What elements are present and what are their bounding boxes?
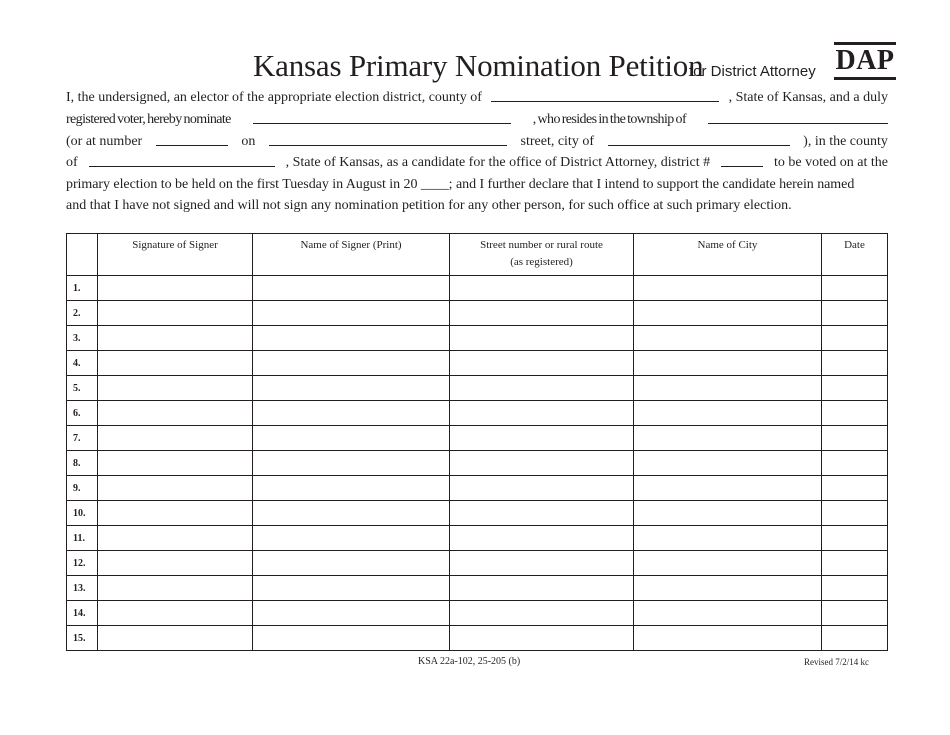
date-cell[interactable] [822,526,888,551]
date-cell[interactable] [822,451,888,476]
city-cell[interactable] [634,451,822,476]
row-number: 5. [67,376,98,401]
name-cell[interactable] [253,601,450,626]
row-number: 14. [67,601,98,626]
city-cell[interactable] [634,426,822,451]
signature-cell[interactable] [98,326,253,351]
table-row [67,501,888,526]
row-number: 13. [67,576,98,601]
table-row [67,326,888,351]
street-cell[interactable] [450,501,634,526]
table-row [67,426,888,451]
table-row [67,276,888,301]
declaration-line-4: of , State of Kansas, as a candidate for the office of District Attorney, district # to be voted on at the [66,155,888,170]
candidate-county-blank[interactable] [89,154,275,167]
nominee-name-blank[interactable] [253,111,511,124]
declaration-line-5: primary election to be held on the first Tuesday in August in 20 ____; and I further declare that I intend to support the candidate herein named [66,177,855,192]
date-cell[interactable] [822,626,888,651]
city-cell[interactable] [634,276,822,301]
row-number: 2. [67,301,98,326]
street-cell[interactable] [450,451,634,476]
district-number-blank[interactable] [721,154,763,167]
form-title: Kansas Primary Nomination Petition [253,48,704,83]
street-cell[interactable] [450,576,634,601]
table-row [67,476,888,501]
name-cell[interactable] [253,326,450,351]
date-cell[interactable] [822,551,888,576]
city-blank[interactable] [608,133,790,146]
signature-cell[interactable] [98,451,253,476]
signature-column-header: Signature of Signer [98,234,253,276]
name-cell[interactable] [253,276,450,301]
city-cell[interactable] [634,501,822,526]
table-row [67,626,888,651]
date-cell[interactable] [822,501,888,526]
date-cell[interactable] [822,426,888,451]
city-cell[interactable] [634,526,822,551]
street-cell[interactable] [450,326,634,351]
name-cell[interactable] [253,576,450,601]
county-blank[interactable] [491,89,719,102]
street-number-blank[interactable] [156,133,228,146]
table-row [67,301,888,326]
row-number: 12. [67,551,98,576]
declaration-line-3: (or at number on street, city of ), in the county [66,134,888,149]
street-cell[interactable] [450,376,634,401]
table-header-row [67,234,888,276]
signature-table [66,233,888,651]
declaration-line-2: registered voter, hereby nominate , who resides in the township of [66,111,888,129]
name-cell[interactable] [253,351,450,376]
name-cell[interactable] [253,301,450,326]
row-number: 15. [67,626,98,651]
row-number: 9. [67,476,98,501]
name-cell[interactable] [253,551,450,576]
row-number: 4. [67,351,98,376]
street-cell[interactable] [450,551,634,576]
street-column-header: Street number or rural route (as registered) [450,234,634,276]
row-number: 11. [67,526,98,551]
city-cell[interactable] [634,626,822,651]
declaration-line-6: and that I have not signed and will not sign any nomination petition for any other person, for such office at such primary election. [66,198,792,213]
street-cell[interactable] [450,476,634,501]
city-cell[interactable] [634,601,822,626]
date-cell[interactable] [822,601,888,626]
city-cell[interactable] [634,301,822,326]
date-cell[interactable] [822,401,888,426]
street-cell[interactable] [450,526,634,551]
signature-cell[interactable] [98,376,253,401]
form-subtitle: for District Attorney [689,63,816,80]
date-cell[interactable] [822,326,888,351]
street-cell[interactable] [450,626,634,651]
name-cell[interactable] [253,451,450,476]
city-cell[interactable] [634,401,822,426]
city-cell[interactable] [634,326,822,351]
name-cell[interactable] [253,401,450,426]
date-cell[interactable] [822,351,888,376]
date-cell[interactable] [822,276,888,301]
signature-cell[interactable] [98,526,253,551]
street-blank[interactable] [269,133,507,146]
city-cell[interactable] [634,551,822,576]
name-cell[interactable] [253,376,450,401]
name-cell[interactable] [253,626,450,651]
row-number: 8. [67,451,98,476]
table-row [67,376,888,401]
name-cell[interactable] [253,476,450,501]
table-row [67,401,888,426]
name-cell[interactable] [253,526,450,551]
street-cell[interactable] [450,276,634,301]
table-row [67,601,888,626]
signature-cell[interactable] [98,576,253,601]
street-cell[interactable] [450,301,634,326]
row-number: 1. [67,276,98,301]
signature-cell[interactable] [98,401,253,426]
declaration-line-1: I, the undersigned, an elector of the appropriate election district, county of , State of Kansas, and a duly [66,90,888,105]
township-blank[interactable] [708,111,888,124]
date-cell[interactable] [822,476,888,501]
table-row [67,576,888,601]
date-cell[interactable] [822,576,888,601]
street-cell[interactable] [450,351,634,376]
table-row [67,351,888,376]
row-number-header [67,234,98,276]
street-cell[interactable] [450,601,634,626]
statute-reference: KSA 22a-102, 25-205 (b) [418,656,521,667]
date-column-header: Date [822,234,888,276]
signature-cell[interactable] [98,476,253,501]
revision-note: Revised 7/2/14 kc [804,657,869,667]
date-cell[interactable] [822,376,888,401]
row-number: 7. [67,426,98,451]
street-cell[interactable] [450,401,634,426]
city-cell[interactable] [634,476,822,501]
signature-cell[interactable] [98,426,253,451]
table-row [67,526,888,551]
signature-cell[interactable] [98,501,253,526]
name-column-header: Name of Signer (Print) [253,234,450,276]
signature-cell[interactable] [98,276,253,301]
city-cell[interactable] [634,351,822,376]
signature-rows [67,276,888,651]
form-code-badge: DAP [834,42,896,80]
row-number: 3. [67,326,98,351]
signature-cell[interactable] [98,551,253,576]
signature-cell[interactable] [98,351,253,376]
city-column-header: Name of City [634,234,822,276]
signature-cell[interactable] [98,601,253,626]
row-number: 10. [67,501,98,526]
street-cell[interactable] [450,426,634,451]
city-cell[interactable] [634,376,822,401]
signature-cell[interactable] [98,301,253,326]
city-cell[interactable] [634,576,822,601]
name-cell[interactable] [253,426,450,451]
date-cell[interactable] [822,301,888,326]
table-row [67,451,888,476]
signature-cell[interactable] [98,626,253,651]
row-number: 6. [67,401,98,426]
table-row [67,551,888,576]
name-cell[interactable] [253,501,450,526]
